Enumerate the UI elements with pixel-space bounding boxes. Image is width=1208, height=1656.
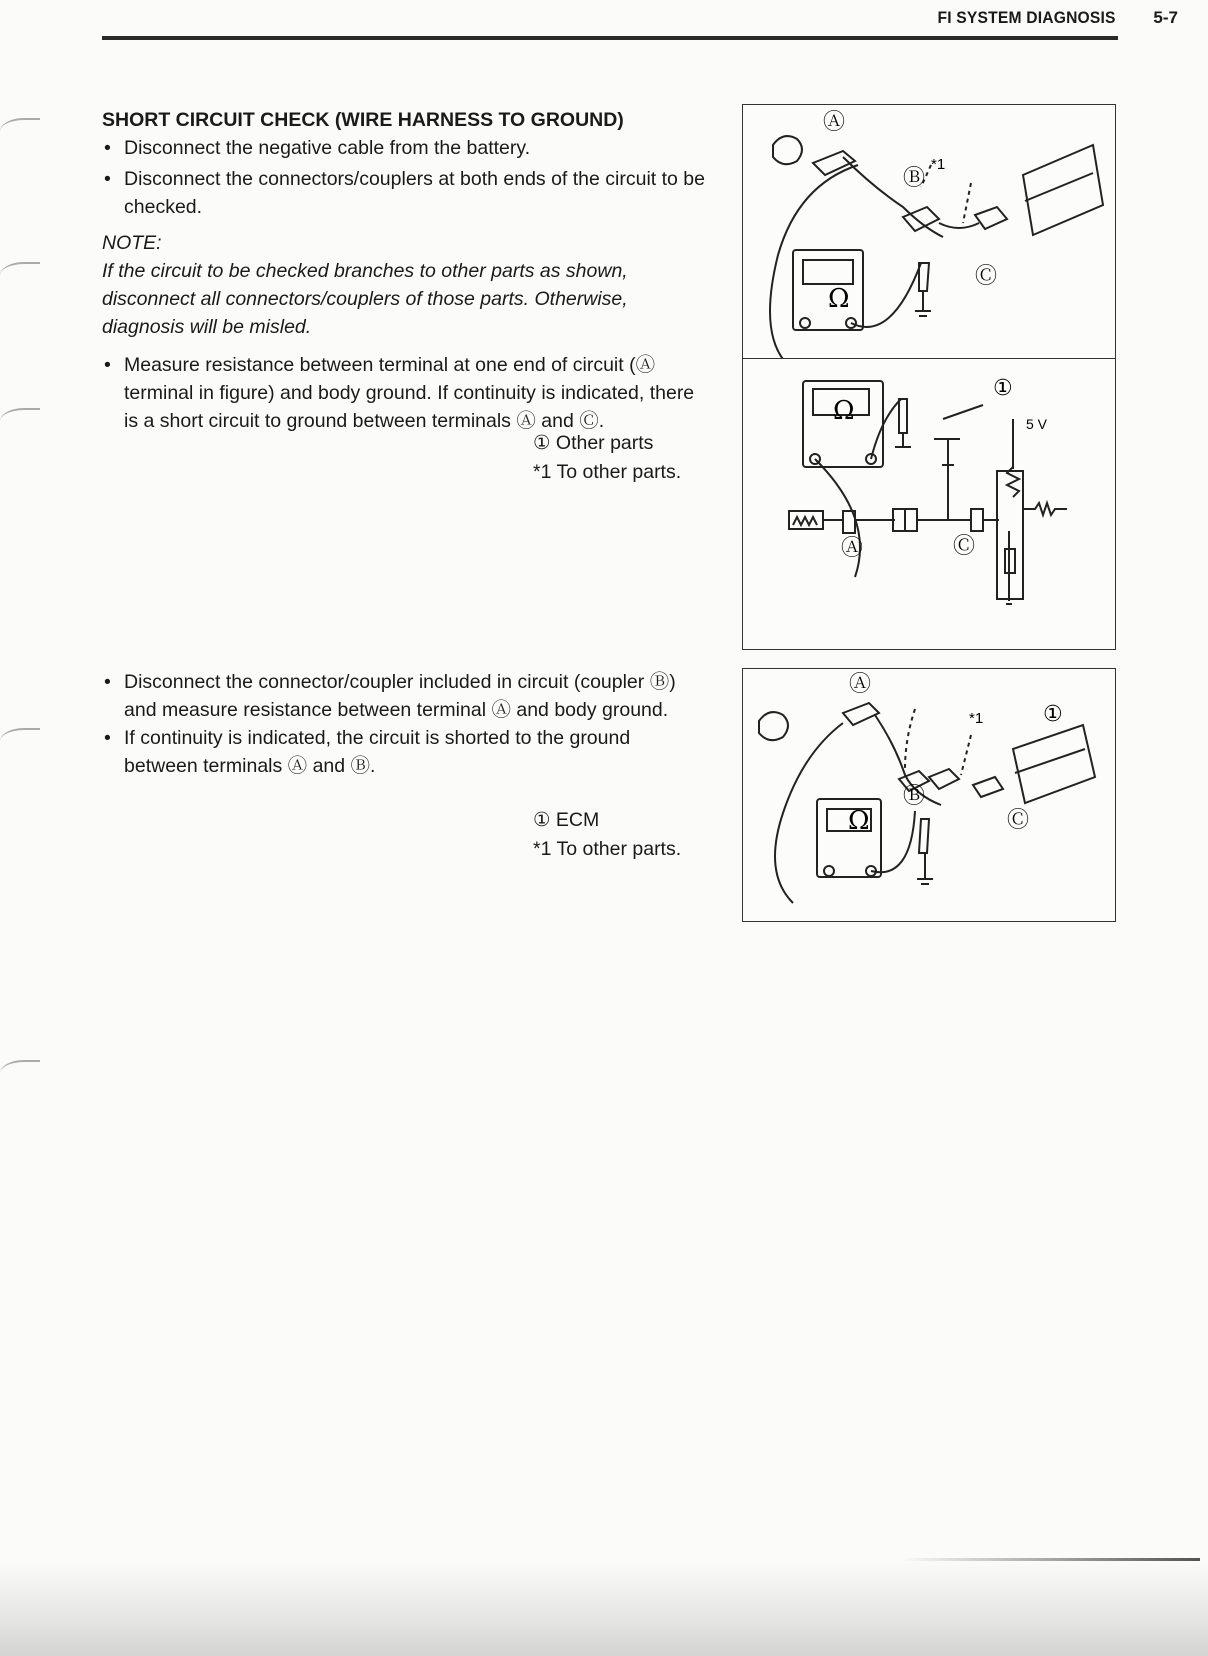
figure-coupler-disconnect xyxy=(742,668,1116,922)
header-rule xyxy=(102,36,1118,40)
circuit-diagram-1 xyxy=(743,105,1115,361)
label-terminal-c: Ⓒ xyxy=(1007,807,1030,832)
probe xyxy=(899,399,907,433)
label-terminal-a: Ⓐ xyxy=(823,109,846,134)
connector-a xyxy=(843,703,879,725)
label-terminal-b: Ⓑ xyxy=(903,165,926,190)
connector-c xyxy=(973,777,1003,797)
label-terminal-a: Ⓐ xyxy=(849,671,872,696)
legend-to-other-parts: *1 To other parts. xyxy=(533,461,682,483)
label-terminal-b: Ⓑ xyxy=(903,783,926,808)
page-number: 5-7 xyxy=(1153,8,1178,27)
resistor xyxy=(1023,503,1067,515)
label-star-1: *1 xyxy=(969,710,984,727)
step-disconnect-connectors: • Disconnect the connectors/couplers at both ends of the circuit to be checked. xyxy=(102,165,707,221)
binder-mark xyxy=(0,728,40,750)
page-header-title: FI SYSTEM DIAGNOSIS xyxy=(937,8,1116,27)
connector-c xyxy=(975,207,1007,229)
note-label: NOTE: xyxy=(102,232,162,254)
circuit-diagram-2 xyxy=(743,359,1115,649)
step-continuity-result: • If continuity is indicated, the circuit is shorted to the ground between terminals Ⓐ and Ⓑ. xyxy=(102,724,707,780)
probe xyxy=(919,819,929,853)
binder-mark xyxy=(0,262,40,284)
section-title: SHORT CIRCUIT CHECK (WIRE HARNESS TO GROUND) xyxy=(102,109,624,131)
figure-short-circuit-check xyxy=(742,104,1116,362)
ground-symbol xyxy=(915,291,931,316)
disconnect-coupler-section xyxy=(102,668,707,780)
figure3-legend xyxy=(533,806,681,864)
connector-mid xyxy=(905,509,917,531)
label-other-parts: ① xyxy=(993,375,1013,400)
label-terminal-c: Ⓒ xyxy=(953,533,976,558)
sensor-shape xyxy=(773,136,802,164)
probe xyxy=(919,263,929,291)
ground-symbol xyxy=(917,853,933,884)
connector-c xyxy=(971,509,983,531)
ground-symbol xyxy=(895,433,911,447)
binder-mark xyxy=(0,408,40,430)
ohm-symbol: Ω xyxy=(833,396,855,426)
label-terminal-c: Ⓒ xyxy=(975,263,998,288)
figure-circuit-schematic xyxy=(742,358,1116,650)
binder-mark xyxy=(0,1060,40,1082)
short-circuit-section xyxy=(102,106,707,438)
label-ecm: ① xyxy=(1043,701,1063,726)
circuit-diagram-3 xyxy=(743,669,1115,921)
legend-other-parts: ① Other parts xyxy=(533,432,654,454)
legend-ecm: ① ECM xyxy=(533,809,600,831)
figure1-legend xyxy=(533,429,681,487)
scan-shadow xyxy=(0,1560,1208,1656)
connector-b xyxy=(903,207,939,231)
step-disconnect-coupler: • Disconnect the connector/coupler included in circuit (coupler Ⓑ) and measure resistance between terminal Ⓐ and body ground. xyxy=(102,668,707,724)
ohm-symbol: Ω xyxy=(848,806,870,836)
ohm-symbol: Ω xyxy=(828,284,850,314)
label-star-1: *1 xyxy=(931,156,946,173)
legend-to-other-parts: *1 To other parts. xyxy=(533,838,682,860)
binder-mark xyxy=(0,118,40,140)
step-measure-resistance: • Measure resistance between terminal at one end of circuit (Ⓐ terminal in figure) and body ground. If continuity is indicated, there is a short circuit to ground between terminals Ⓐ and Ⓒ. xyxy=(102,351,707,435)
label-terminal-a: Ⓐ xyxy=(841,535,864,560)
step-disconnect-battery: • Disconnect the negative cable from the battery. xyxy=(102,134,707,162)
note-text: If the circuit to be checked branches to other parts as shown, disconnect all connectors/couplers of those parts. Otherwise, diagnosis will be misled. xyxy=(102,260,628,338)
label-voltage: 5 V xyxy=(1026,416,1048,432)
component-box xyxy=(1023,145,1103,235)
sensor-shape xyxy=(759,712,788,740)
ecm-box xyxy=(1013,725,1095,803)
